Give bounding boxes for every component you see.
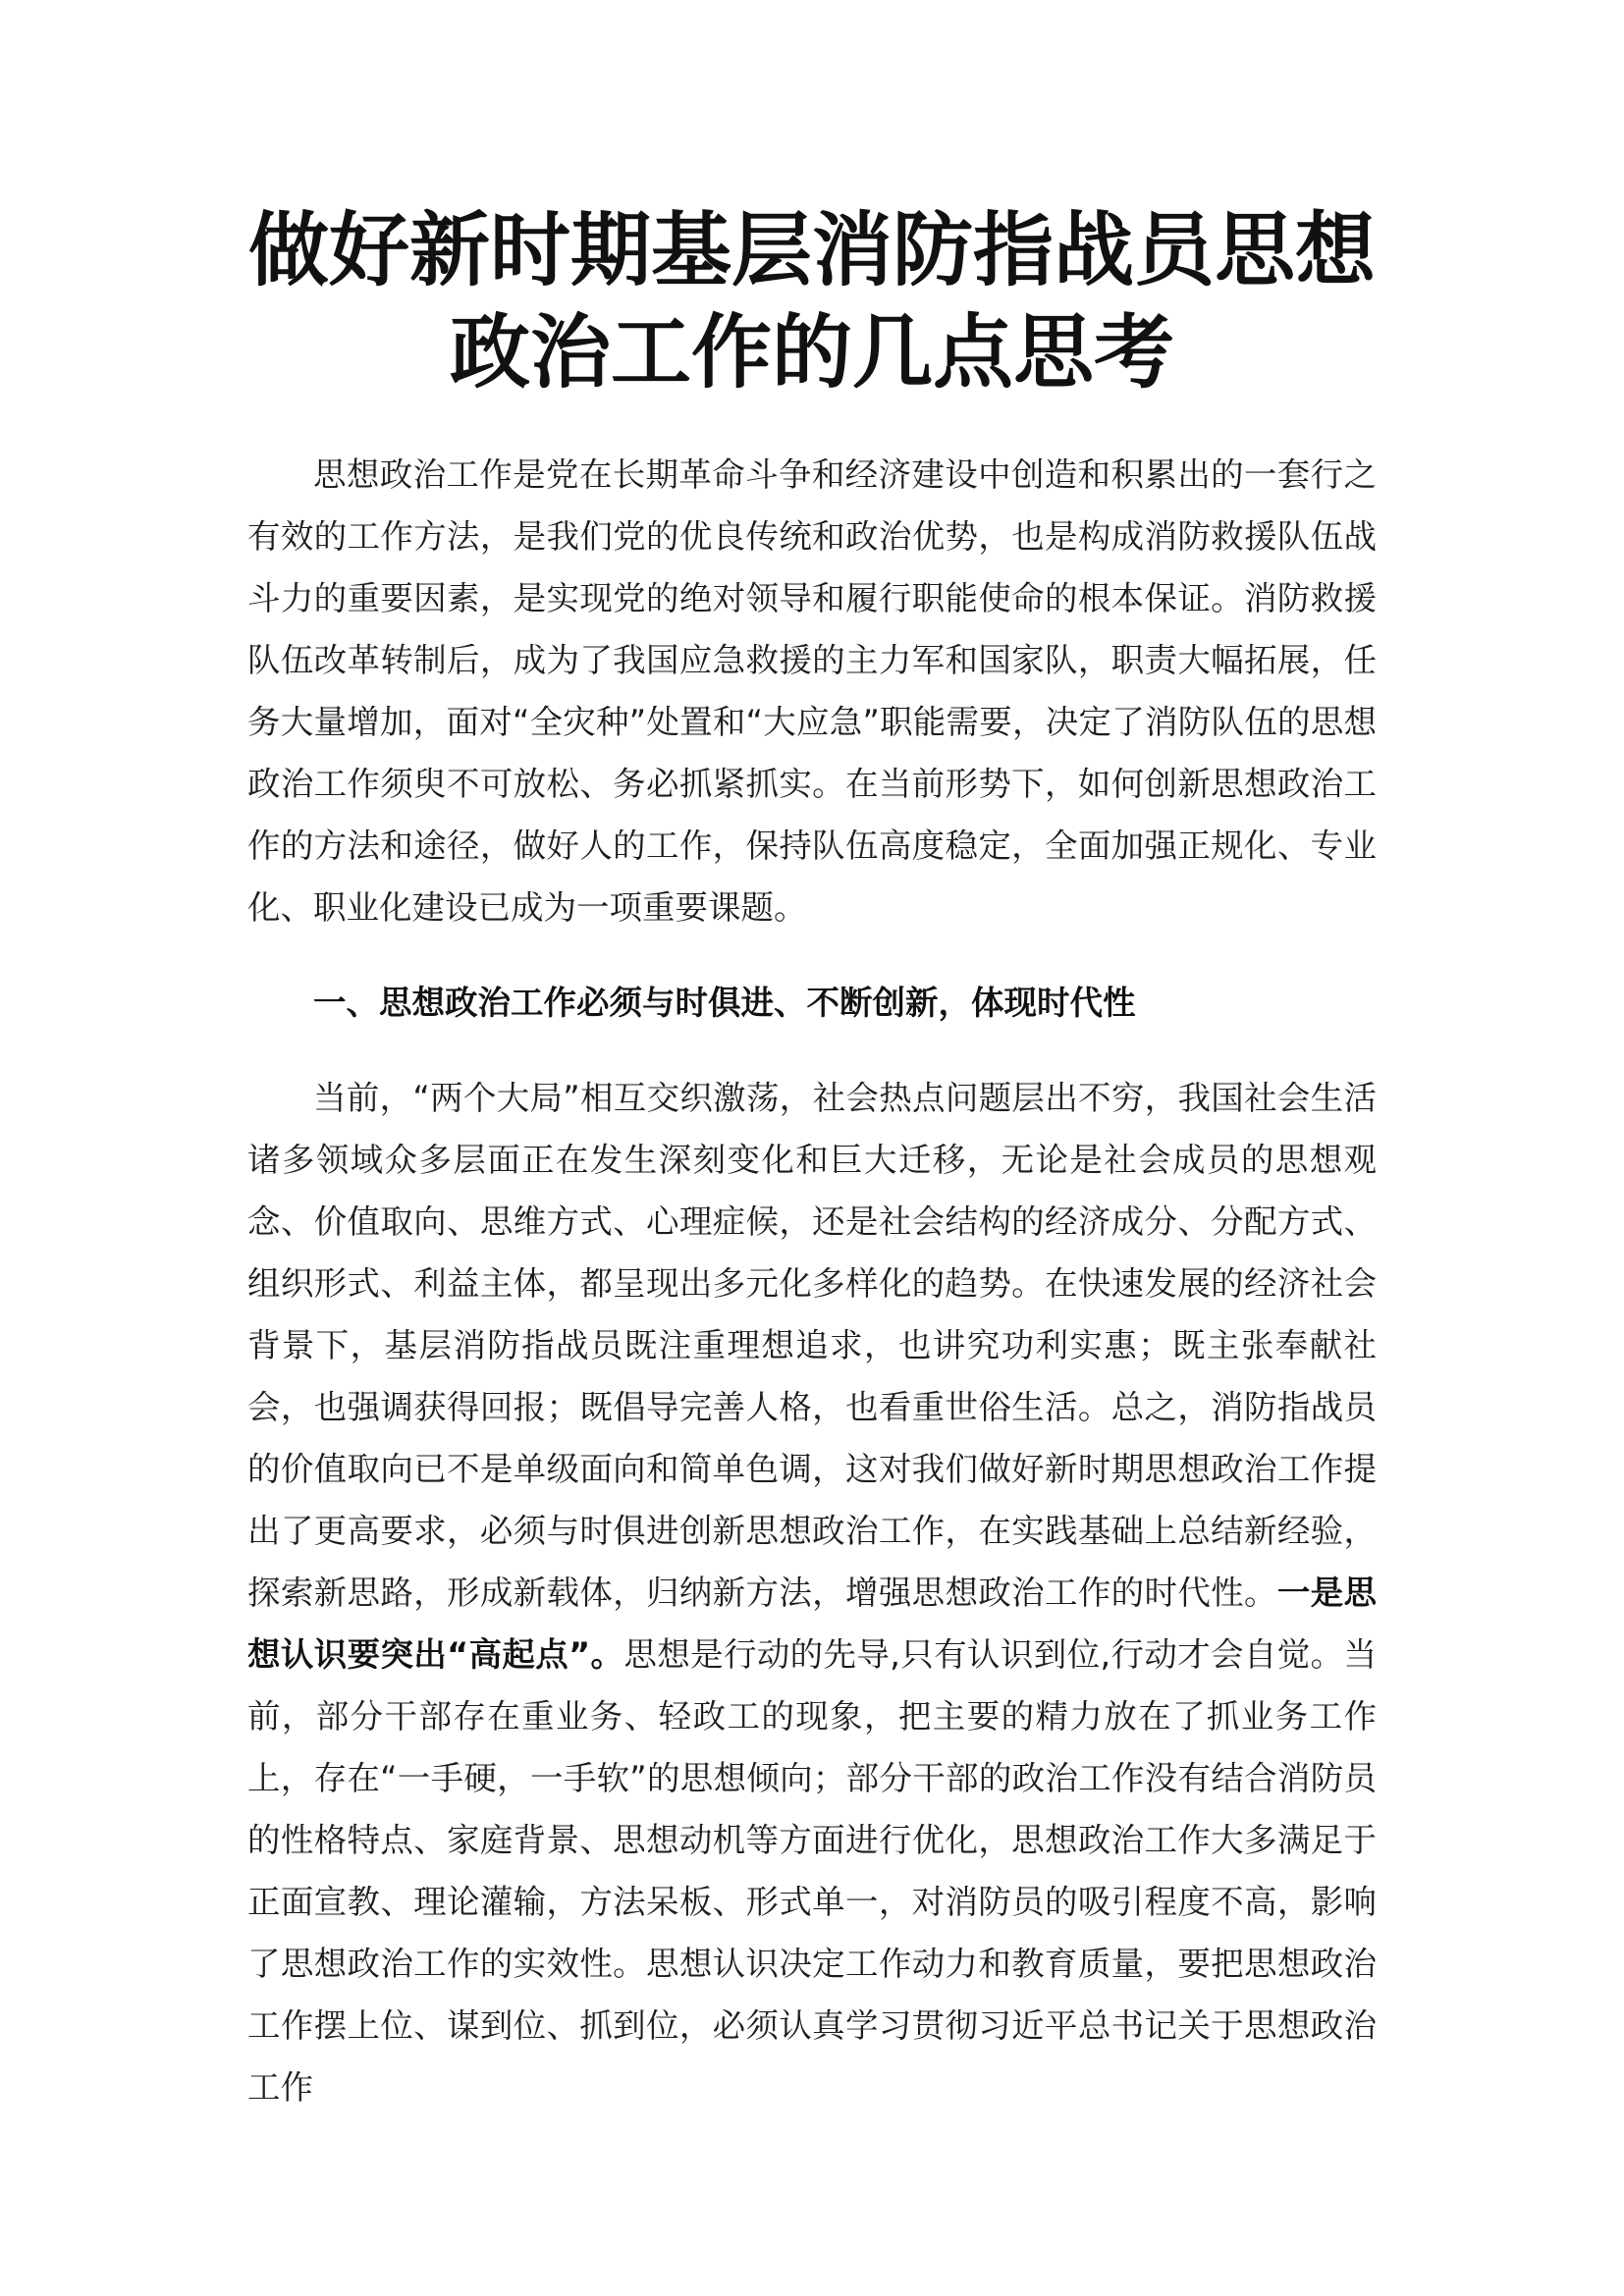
document-body bbox=[247, 444, 1377, 2118]
intro-paragraph: 思想政治工作是党在长期革命斗争和经济建设中创造和积累出的一套行之有效的工作方法，是我们党的优良传统和政治优势，也是构成消防救援队伍战斗力的重要因素，是实现党的绝对领导和履行职能使命的根本保证。消防救援队伍改革转制后，成为了我国应急救援的主力军和国家队，职责大幅拓展，任务大量增加，面对“全灾种”处置和“大应急”职能需要，决定了消防队伍的思想政治工作须臾不可放松、务必抓紧抓实。在当前形势下，如何创新思想政治工作的方法和途径，做好人的工作，保持队伍高度稳定，全面加强正规化、专业化、职业化建设已成为一项重要课题。 bbox=[247, 455, 1377, 927]
document-title: 做好新时期基层消防指战员思想政治工作的几点思考 bbox=[247, 204, 1376, 400]
section-1-paragraph-rest: 思想是行动的先导,只有认识到位,行动才会自觉。当前，部分干部存在重业务、轻政工的现象，把主要的精力放在了抓业务工作上，存在“一手硬，一手软”的思想倾向；部分干部的政治工作没有结合消防员的性格特点、家庭背景、思想动机等方面进行优化，思想政治工作大多满足于正面宣教、理论灌输，方法呆板、形式单一，对消防员的吸引程度不高，影响了思想政治工作的实效性。思想认识决定工作动力和教育质量，要把思想政治工作摆上位、谋到位、抓到位，必须认真学习贯彻习近平总书记关于思想政治工作 bbox=[247, 1635, 1377, 2107]
section-1-heading: 一、思想政治工作必须与时俱进、不断创新，体现时代性 bbox=[313, 984, 1136, 1022]
section-1-paragraph-start: 当前，“两个大局”相互交织激荡，社会热点问题层出不穷，我国社会生活诸多领域众多层面正在发生深刻变化和巨大迁移，无论是社会成员的思想观念、价值取向、思维方式、心理症候，还是社会结构的经济成分、分配方式、组织形式、利益主体，都呈现出多元化多样化的趋势。在快速发展的经济社会背景下，基层消防指战员既注重理想追求，也讲究功利实惠；既主张奉献社会，也强调获得回报；既倡导完善人格，也看重世俗生活。总之，消防指战员的价值取向已不是单级面向和简单色调，这对我们做好新时期思想政治工作提出了更高要求，必须与时俱进创新思想政治工作，在实践基础上总结新经验，探索新思路，形成新载体，归纳新方法，增强思想政治工作的时代性。 bbox=[247, 1079, 1377, 1612]
section-1-bold-point: 一是思想认识要突出“高起点”。 bbox=[247, 1574, 1378, 1674]
section-1-paragraph bbox=[247, 1067, 1377, 2118]
